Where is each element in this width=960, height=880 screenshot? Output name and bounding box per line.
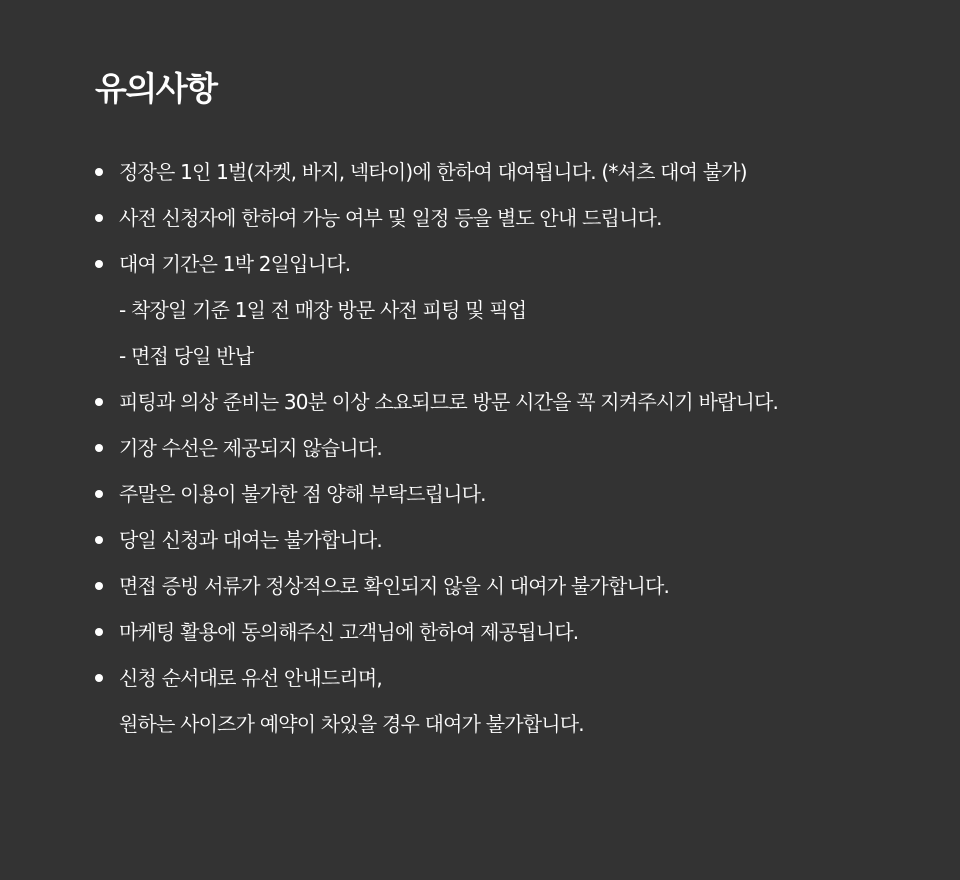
list-item [95, 252, 935, 298]
bullet-dot [95, 260, 103, 268]
list-item [95, 436, 935, 482]
notice-list [95, 160, 935, 758]
bullet-dot [95, 168, 103, 176]
bullet-dot [95, 536, 103, 544]
list-item [95, 528, 935, 574]
list-item-text: - 착장일 기준 1일 전 매장 방문 사전 피팅 및 픽업 [119, 298, 527, 322]
notice-section [95, 64, 935, 758]
list-item [95, 390, 935, 436]
list-item-text: 원하는 사이즈가 예약이 차있을 경우 대여가 불가합니다. [119, 712, 584, 736]
list-item [95, 160, 935, 206]
list-item-subline [95, 712, 935, 758]
list-item [95, 666, 935, 712]
bullet-dot [95, 628, 103, 636]
bullet-dot [95, 214, 103, 222]
list-item-text: 신청 순서대로 유선 안내드리며, [119, 666, 382, 690]
list-item-text: 정장은 1인 1벌(자켓, 바지, 넥타이)에 한하여 대여됩니다. (*셔츠 대여 불가) [119, 160, 747, 184]
list-item-text: 피팅과 의상 준비는 30분 이상 소요되므로 방문 시간을 꼭 지켜주시기 바랍니다. [119, 390, 779, 414]
list-item [95, 206, 935, 252]
list-item [95, 574, 935, 620]
list-item-text: 주말은 이용이 불가한 점 양해 부탁드립니다. [119, 482, 486, 506]
bullet-dot [95, 444, 103, 452]
section-title: 유의사항 [95, 69, 217, 108]
bullet-dot [95, 674, 103, 682]
list-item [95, 620, 935, 666]
list-item-subline [95, 344, 935, 390]
list-item-text: 기장 수선은 제공되지 않습니다. [119, 436, 382, 460]
list-item-text: 면접 증빙 서류가 정상적으로 확인되지 않을 시 대여가 불가합니다. [119, 574, 670, 598]
list-item-text: 마케팅 활용에 동의해주신 고객님에 한하여 제공됩니다. [119, 620, 579, 644]
bullet-dot [95, 398, 103, 406]
list-item-text: 사전 신청자에 한하여 가능 여부 및 일정 등을 별도 안내 드립니다. [119, 206, 662, 230]
bullet-dot [95, 490, 103, 498]
list-item [95, 482, 935, 528]
bullet-dot [95, 582, 103, 590]
list-item-text: 당일 신청과 대여는 불가합니다. [119, 528, 382, 552]
list-item-text: 대여 기간은 1박 2일입니다. [119, 252, 351, 276]
list-item-subline [95, 298, 935, 344]
list-item-text: - 면접 당일 반납 [119, 344, 254, 368]
